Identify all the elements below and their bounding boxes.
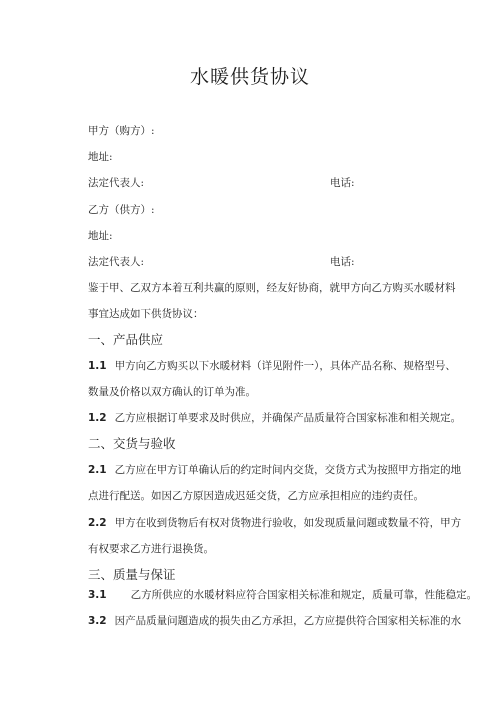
clause-number: 2.1 xyxy=(88,464,107,476)
clause-line xyxy=(88,411,461,425)
party-a-address-label: 地址: xyxy=(88,151,113,163)
section-heading: 二、交货与验收 xyxy=(88,436,176,451)
party-a-phone-label: 电话: xyxy=(330,177,355,189)
party-b-phone-label: 电话: xyxy=(330,256,355,268)
clause-line xyxy=(88,588,477,602)
clause-number: 1.2 xyxy=(88,412,107,424)
clause-number: 2.2 xyxy=(88,517,107,529)
intro-line-1: 鉴于甲、乙双方本着互利共赢的原则，经友好协商，就甲方向乙方购买水暖材料 xyxy=(88,282,456,294)
party-a-rep-row xyxy=(88,176,418,190)
clause-line-continuation: 点进行配送。如因乙方原因造成迟延交货，乙方应承担相应的违约责任。 xyxy=(88,490,424,502)
clause-text: 甲方向乙方购买以下水暖材料（详见附件一），具体产品名称、规格型号、 xyxy=(114,360,456,372)
party-b-label: 乙方（供方）: xyxy=(88,204,155,216)
party-a-rep-label: 法定代表人: xyxy=(88,177,145,189)
intro-line-2: 事宜达成如下供货协议： xyxy=(88,308,204,320)
clause-number: 3.1 xyxy=(88,589,107,601)
clause-text: 甲方在收到货物后有权对货物进行验收，如发现质量问题或数量不符，甲方 xyxy=(114,517,462,529)
clause-line xyxy=(88,614,461,628)
party-b-rep-row xyxy=(88,255,418,269)
party-b-rep-label: 法定代表人: xyxy=(88,256,145,268)
clause-text: 乙方应在甲方订单确认后的约定时间内交货，交货方式为按照甲方指定的地 xyxy=(114,464,462,476)
section-heading: 一、产品供应 xyxy=(88,332,164,347)
clause-text: 因产品质量问题造成的损失由乙方承担，乙方应提供符合国家相关标准的水 xyxy=(114,615,462,627)
clause-line xyxy=(88,359,456,373)
clause-number: 1.1 xyxy=(88,360,107,372)
clause-text: 乙方所供应的水暖材料应符合国家相关标准和规定，质量可靠，性能稳定。 xyxy=(130,589,478,601)
party-a-label: 甲方（购方）: xyxy=(88,125,155,137)
clause-line xyxy=(88,516,461,530)
document-title: 水暖供货协议 xyxy=(189,66,310,88)
clause-line-continuation: 数量及价格以双方确认的订单为准。 xyxy=(88,386,256,398)
clause-line xyxy=(88,463,461,477)
clause-text: 乙方应根据订单要求及时供应，并确保产品质量符合国家标准和相关规定。 xyxy=(114,412,462,424)
section-heading: 三、质量与保证 xyxy=(88,567,176,582)
clause-line-continuation: 有权要求乙方进行退换货。 xyxy=(88,543,214,555)
party-b-address-label: 地址: xyxy=(88,230,113,242)
clause-number: 3.2 xyxy=(88,615,107,627)
